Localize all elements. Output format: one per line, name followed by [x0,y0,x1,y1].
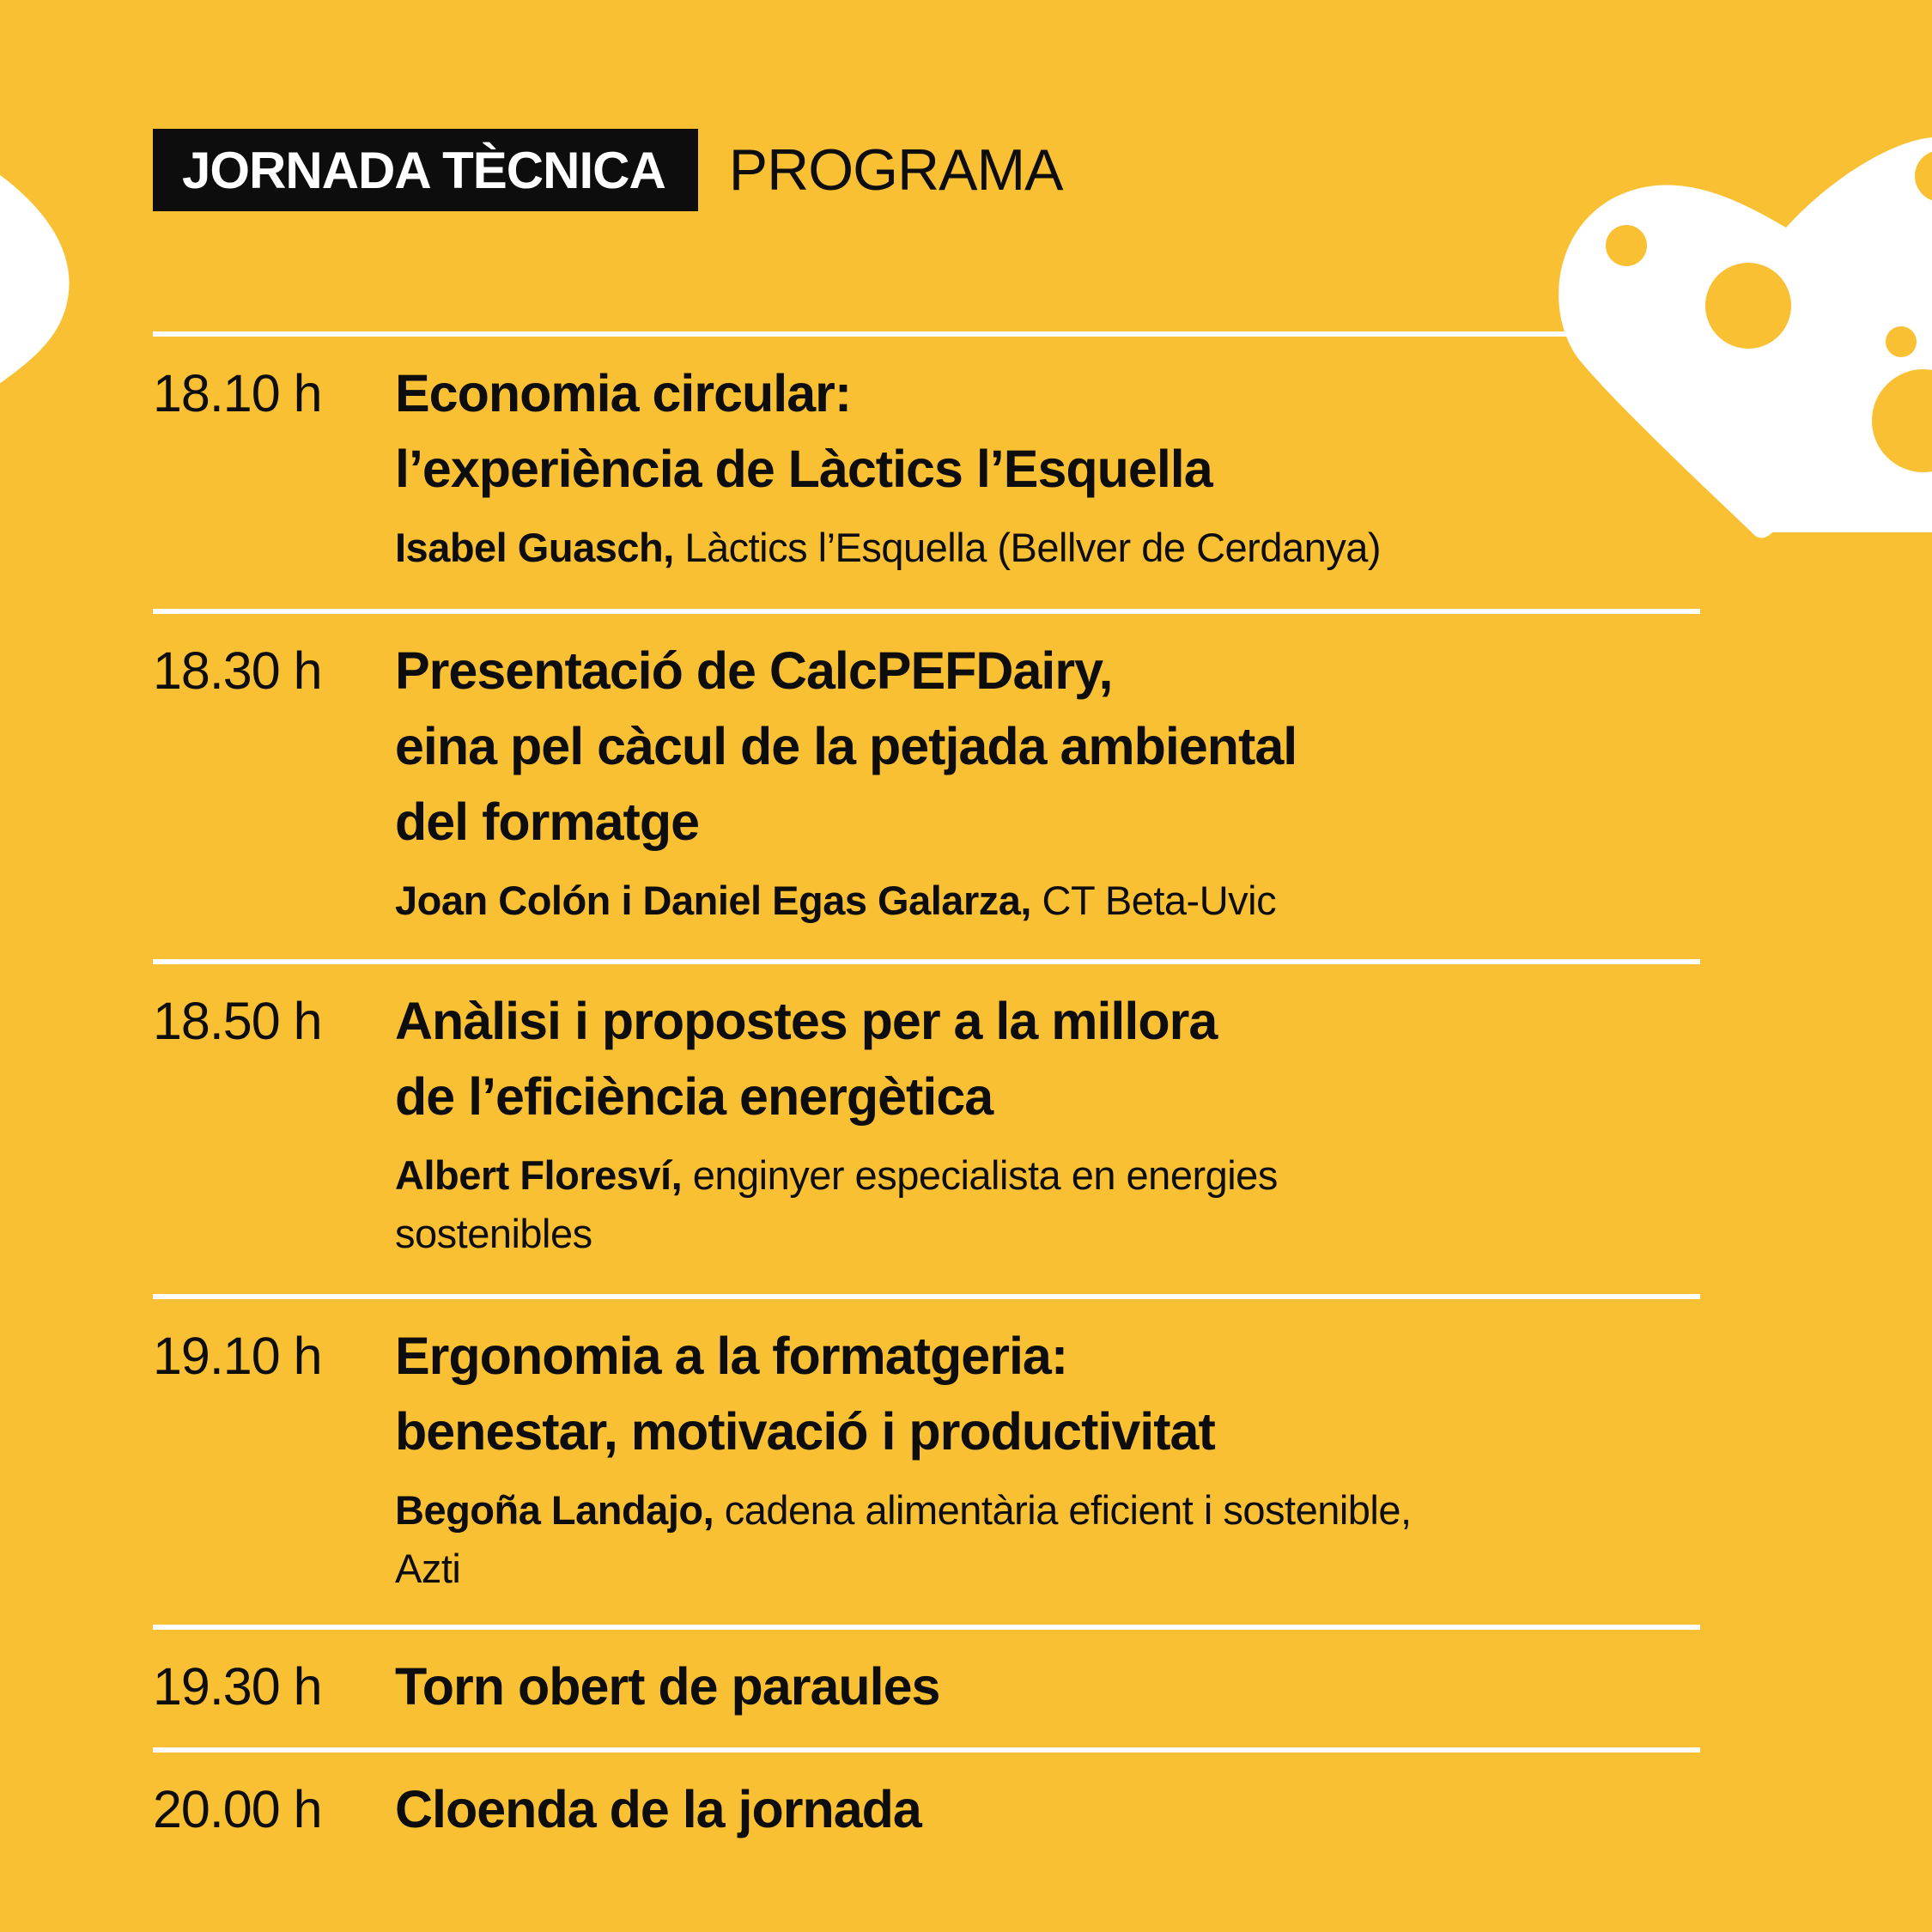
item-time: 18.30 h [153,641,322,700]
speaker-affiliation: Làctics l’Esquella (Bellver de Cerdanya) [673,525,1382,570]
title-line: Cloenda de la jornada [395,1780,921,1838]
item-content [395,1318,1700,1625]
program-item [153,959,1700,1294]
item-speaker [395,872,1700,930]
program-item [153,1294,1700,1625]
speaker-affiliation: sostenibles [395,1211,592,1256]
speaker-name: Joan Colón i Daniel Egas Galarza, [395,878,1031,923]
item-speaker [395,519,1700,577]
speaker-name: Isabel Guasch, [395,525,674,570]
title-line: benestar, motivació i productivitat [395,1402,1215,1461]
item-title [395,1771,1700,1847]
item-time: 19.10 h [153,1327,322,1385]
event-type-badge: JORNADA TÈCNICA [153,129,698,211]
item-title [395,1318,1700,1469]
heart-icon [0,129,77,395]
title-line: Anàlisi i propostes per a la millora [395,992,1218,1050]
program-list [153,331,1700,1859]
item-content [395,1771,1700,1859]
title-line: Torn obert de paraules [395,1657,940,1716]
title-line: l’experiència de Làctics l’Esquella [395,440,1212,498]
item-title [395,1649,1700,1724]
speaker-affiliation: cadena alimentària eficient i sostenible, [714,1487,1412,1533]
item-content [395,983,1700,1294]
title-line: de l’eficiència energètica [395,1067,993,1126]
title-line: Ergonomia a la formatgeria: [395,1327,1068,1385]
program-item [153,1625,1700,1747]
speaker-name: Begoña Landajo, [395,1487,714,1533]
item-speaker [395,1481,1700,1598]
page-title: PROGRAMA [728,137,1063,203]
item-content [395,633,1700,959]
speaker-affiliation: CT Beta-Uvic [1030,878,1277,923]
item-time: 19.30 h [153,1657,322,1716]
item-content [395,1649,1700,1747]
item-content [395,355,1700,609]
speaker-affiliation: enginyer especialista en energies [682,1152,1278,1198]
item-time: 20.00 h [153,1780,322,1838]
header [153,129,1063,211]
program-item [153,331,1700,609]
program-item [153,1747,1700,1859]
speaker-affiliation: Azti [395,1546,461,1591]
title-line: Presentació de CalcPEFDairy, [395,641,1113,700]
title-line: del formatge [395,793,700,851]
speaker-name: Albert Floresví, [395,1152,683,1198]
program-item [153,609,1700,959]
title-line: Economia circular: [395,364,852,422]
item-time: 18.10 h [153,364,322,422]
item-title [395,633,1700,860]
item-time: 18.50 h [153,992,322,1050]
item-speaker [395,1146,1700,1263]
title-line: eina pel càcul de la petjada ambiental [395,717,1297,775]
item-title [395,983,1700,1134]
item-title [395,355,1700,507]
